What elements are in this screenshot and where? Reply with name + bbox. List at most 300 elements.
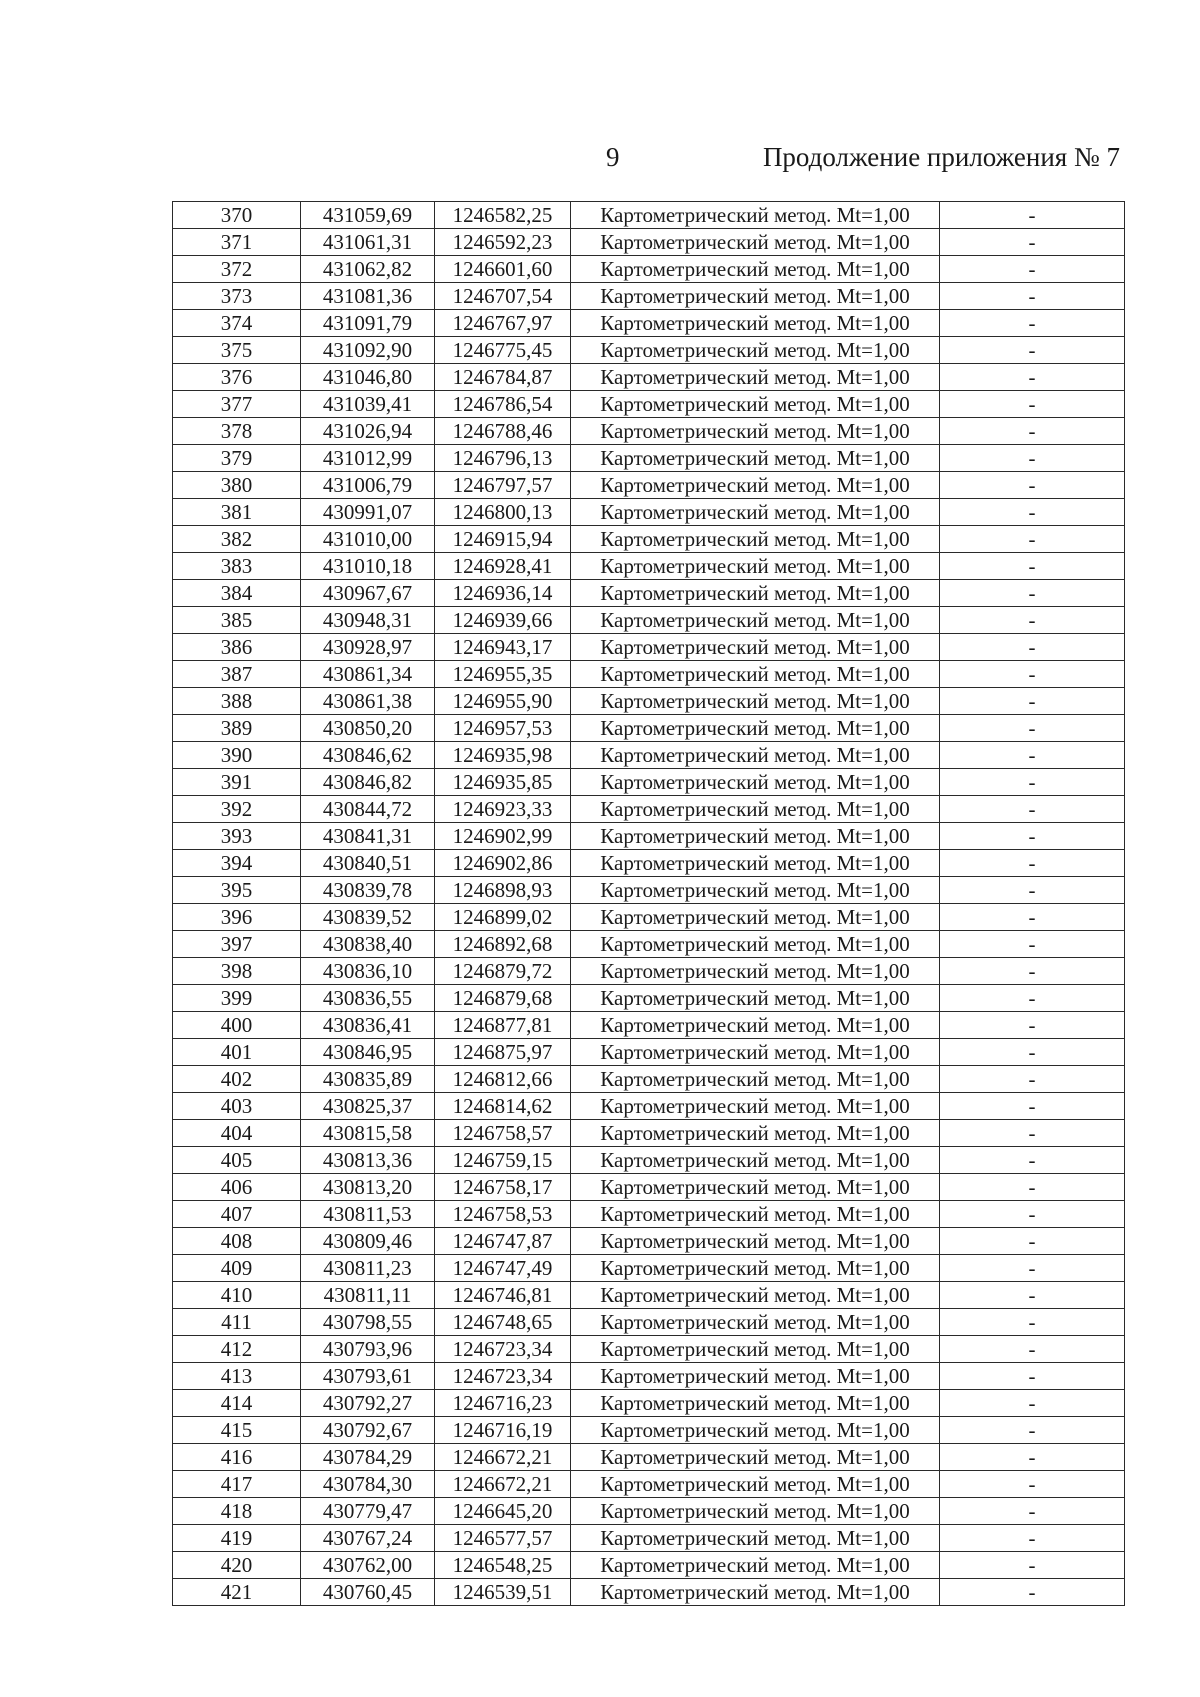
- method-cell: Картометрический метод. Mt=1,00: [571, 985, 940, 1012]
- note-cell: -: [940, 499, 1125, 526]
- note-cell: -: [940, 1255, 1125, 1282]
- method-cell: Картометрический метод. Mt=1,00: [571, 1147, 940, 1174]
- note-cell: -: [940, 904, 1125, 931]
- point-number-cell: 381: [173, 499, 301, 526]
- method-cell: Картометрический метод. Mt=1,00: [571, 1363, 940, 1390]
- method-cell: Картометрический метод. Mt=1,00: [571, 715, 940, 742]
- method-cell: Картометрический метод. Mt=1,00: [571, 283, 940, 310]
- page-header: [0, 142, 1200, 178]
- point-number-cell: 380: [173, 472, 301, 499]
- table-row: [173, 1471, 1125, 1498]
- coordinate-x-cell: 431091,79: [301, 310, 435, 337]
- coordinate-x-cell: 430760,45: [301, 1579, 435, 1606]
- point-number-cell: 412: [173, 1336, 301, 1363]
- method-cell: Картометрический метод. Mt=1,00: [571, 364, 940, 391]
- coordinate-x-cell: 431081,36: [301, 283, 435, 310]
- point-number-cell: 396: [173, 904, 301, 931]
- page-number: 9: [606, 142, 620, 172]
- coordinate-y-cell: 1246935,85: [435, 769, 571, 796]
- method-cell: Картометрический метод. Mt=1,00: [571, 1579, 940, 1606]
- point-number-cell: 413: [173, 1363, 301, 1390]
- method-cell: Картометрический метод. Mt=1,00: [571, 931, 940, 958]
- coordinate-x-cell: 430928,97: [301, 634, 435, 661]
- table-row: [173, 1120, 1125, 1147]
- method-cell: Картометрический метод. Mt=1,00: [571, 310, 940, 337]
- point-number-cell: 402: [173, 1066, 301, 1093]
- point-number-cell: 377: [173, 391, 301, 418]
- point-number-cell: 400: [173, 1012, 301, 1039]
- table-row: [173, 364, 1125, 391]
- coordinate-x-cell: 430793,61: [301, 1363, 435, 1390]
- note-cell: -: [940, 742, 1125, 769]
- coordinate-y-cell: 1246898,93: [435, 877, 571, 904]
- coordinate-x-cell: 431026,94: [301, 418, 435, 445]
- coordinate-y-cell: 1246775,45: [435, 337, 571, 364]
- table-row: [173, 1552, 1125, 1579]
- note-cell: -: [940, 580, 1125, 607]
- note-cell: -: [940, 1012, 1125, 1039]
- coordinate-x-cell: 430948,31: [301, 607, 435, 634]
- note-cell: -: [940, 985, 1125, 1012]
- coordinate-x-cell: 430844,72: [301, 796, 435, 823]
- point-number-cell: 414: [173, 1390, 301, 1417]
- note-cell: -: [940, 1525, 1125, 1552]
- table-row: [173, 391, 1125, 418]
- coordinate-x-cell: 430846,82: [301, 769, 435, 796]
- point-number-cell: 383: [173, 553, 301, 580]
- coordinate-x-cell: 430850,20: [301, 715, 435, 742]
- coordinate-y-cell: 1246548,25: [435, 1552, 571, 1579]
- method-cell: Картометрический метод. Mt=1,00: [571, 1498, 940, 1525]
- coordinate-x-cell: 430846,62: [301, 742, 435, 769]
- table-row: [173, 1174, 1125, 1201]
- coordinate-y-cell: 1246796,13: [435, 445, 571, 472]
- table-row: [173, 1417, 1125, 1444]
- coordinate-x-cell: 431062,82: [301, 256, 435, 283]
- point-number-cell: 417: [173, 1471, 301, 1498]
- note-cell: -: [940, 796, 1125, 823]
- note-cell: -: [940, 526, 1125, 553]
- coordinate-x-cell: 431010,18: [301, 553, 435, 580]
- method-cell: Картометрический метод. Mt=1,00: [571, 418, 940, 445]
- method-cell: Картометрический метод. Mt=1,00: [571, 904, 940, 931]
- coordinate-x-cell: 430792,27: [301, 1390, 435, 1417]
- table-row: [173, 958, 1125, 985]
- point-number-cell: 418: [173, 1498, 301, 1525]
- coordinate-x-cell: 430967,67: [301, 580, 435, 607]
- coordinate-y-cell: 1246955,90: [435, 688, 571, 715]
- method-cell: Картометрический метод. Mt=1,00: [571, 1174, 940, 1201]
- method-cell: Картометрический метод. Mt=1,00: [571, 1201, 940, 1228]
- method-cell: Картометрический метод. Mt=1,00: [571, 391, 940, 418]
- coordinate-x-cell: 430811,23: [301, 1255, 435, 1282]
- method-cell: Картометрический метод. Mt=1,00: [571, 1120, 940, 1147]
- note-cell: -: [940, 1147, 1125, 1174]
- point-number-cell: 384: [173, 580, 301, 607]
- method-cell: Картометрический метод. Mt=1,00: [571, 1039, 940, 1066]
- note-cell: -: [940, 202, 1125, 229]
- method-cell: Картометрический метод. Mt=1,00: [571, 1012, 940, 1039]
- table-row: [173, 877, 1125, 904]
- coordinate-y-cell: 1246875,97: [435, 1039, 571, 1066]
- coordinate-x-cell: 430838,40: [301, 931, 435, 958]
- coordinate-x-cell: 430991,07: [301, 499, 435, 526]
- table-row: [173, 796, 1125, 823]
- coordinate-y-cell: 1246759,15: [435, 1147, 571, 1174]
- method-cell: Картометрический метод. Mt=1,00: [571, 499, 940, 526]
- method-cell: Картометрический метод. Mt=1,00: [571, 1417, 940, 1444]
- point-number-cell: 407: [173, 1201, 301, 1228]
- method-cell: Картометрический метод. Mt=1,00: [571, 256, 940, 283]
- note-cell: -: [940, 283, 1125, 310]
- coordinate-y-cell: 1246814,62: [435, 1093, 571, 1120]
- coordinate-x-cell: 430861,38: [301, 688, 435, 715]
- method-cell: Картометрический метод. Mt=1,00: [571, 202, 940, 229]
- coordinate-x-cell: 430792,67: [301, 1417, 435, 1444]
- note-cell: -: [940, 1336, 1125, 1363]
- point-number-cell: 409: [173, 1255, 301, 1282]
- table-row: [173, 256, 1125, 283]
- method-cell: Картометрический метод. Mt=1,00: [571, 1228, 940, 1255]
- table-row: [173, 445, 1125, 472]
- coordinate-x-cell: 430809,46: [301, 1228, 435, 1255]
- note-cell: -: [940, 1444, 1125, 1471]
- note-cell: -: [940, 472, 1125, 499]
- point-number-cell: 394: [173, 850, 301, 877]
- method-cell: Картометрический метод. Mt=1,00: [571, 445, 940, 472]
- point-number-cell: 393: [173, 823, 301, 850]
- note-cell: -: [940, 1363, 1125, 1390]
- note-cell: -: [940, 850, 1125, 877]
- coordinate-x-cell: 430767,24: [301, 1525, 435, 1552]
- method-cell: Картометрический метод. Mt=1,00: [571, 1255, 940, 1282]
- coordinate-y-cell: 1246601,60: [435, 256, 571, 283]
- coordinate-y-cell: 1246645,20: [435, 1498, 571, 1525]
- table-row: [173, 229, 1125, 256]
- point-number-cell: 395: [173, 877, 301, 904]
- coordinate-y-cell: 1246936,14: [435, 580, 571, 607]
- point-number-cell: 371: [173, 229, 301, 256]
- table-row: [173, 1039, 1125, 1066]
- coordinate-y-cell: 1246748,65: [435, 1309, 571, 1336]
- note-cell: -: [940, 310, 1125, 337]
- table-row: [173, 1012, 1125, 1039]
- coordinate-x-cell: 430839,78: [301, 877, 435, 904]
- coordinate-x-cell: 430813,36: [301, 1147, 435, 1174]
- point-number-cell: 392: [173, 796, 301, 823]
- coordinate-x-cell: 430784,30: [301, 1471, 435, 1498]
- table-row: [173, 688, 1125, 715]
- note-cell: -: [940, 715, 1125, 742]
- point-number-cell: 375: [173, 337, 301, 364]
- table-row: [173, 1147, 1125, 1174]
- coordinate-y-cell: 1246879,68: [435, 985, 571, 1012]
- coordinate-x-cell: 431006,79: [301, 472, 435, 499]
- coordinate-y-cell: 1246892,68: [435, 931, 571, 958]
- coordinate-y-cell: 1246955,35: [435, 661, 571, 688]
- table-row: [173, 715, 1125, 742]
- coordinate-y-cell: 1246788,46: [435, 418, 571, 445]
- table-row: [173, 607, 1125, 634]
- note-cell: -: [940, 1093, 1125, 1120]
- coordinate-y-cell: 1246786,54: [435, 391, 571, 418]
- note-cell: -: [940, 877, 1125, 904]
- note-cell: -: [940, 769, 1125, 796]
- table-row: [173, 499, 1125, 526]
- point-number-cell: 382: [173, 526, 301, 553]
- table-row: [173, 418, 1125, 445]
- point-number-cell: 374: [173, 310, 301, 337]
- point-number-cell: 387: [173, 661, 301, 688]
- method-cell: Картометрический метод. Mt=1,00: [571, 661, 940, 688]
- point-number-cell: 389: [173, 715, 301, 742]
- table-row: [173, 904, 1125, 931]
- coordinate-y-cell: 1246899,02: [435, 904, 571, 931]
- coordinate-x-cell: 430762,00: [301, 1552, 435, 1579]
- point-number-cell: 406: [173, 1174, 301, 1201]
- note-cell: -: [940, 1174, 1125, 1201]
- note-cell: -: [940, 418, 1125, 445]
- coordinate-y-cell: 1246797,57: [435, 472, 571, 499]
- table-row: [173, 1579, 1125, 1606]
- point-number-cell: 399: [173, 985, 301, 1012]
- table-row: [173, 1093, 1125, 1120]
- coordinate-x-cell: 431010,00: [301, 526, 435, 553]
- method-cell: Картометрический метод. Mt=1,00: [571, 769, 940, 796]
- point-number-cell: 378: [173, 418, 301, 445]
- note-cell: -: [940, 337, 1125, 364]
- note-cell: -: [940, 1552, 1125, 1579]
- coordinate-y-cell: 1246758,17: [435, 1174, 571, 1201]
- table-row: [173, 1336, 1125, 1363]
- coordinate-x-cell: 431046,80: [301, 364, 435, 391]
- coordinate-x-cell: 430839,52: [301, 904, 435, 931]
- coordinates-table: [172, 201, 1125, 1606]
- table-row: [173, 202, 1125, 229]
- point-number-cell: 388: [173, 688, 301, 715]
- method-cell: Картометрический метод. Mt=1,00: [571, 1390, 940, 1417]
- appendix-continuation-title: Продолжение приложения № 7: [762, 142, 1120, 172]
- point-number-cell: 403: [173, 1093, 301, 1120]
- note-cell: -: [940, 1390, 1125, 1417]
- method-cell: Картометрический метод. Mt=1,00: [571, 580, 940, 607]
- note-cell: -: [940, 931, 1125, 958]
- point-number-cell: 390: [173, 742, 301, 769]
- coordinate-y-cell: 1246716,19: [435, 1417, 571, 1444]
- point-number-cell: 376: [173, 364, 301, 391]
- point-number-cell: 373: [173, 283, 301, 310]
- coordinate-x-cell: 431039,41: [301, 391, 435, 418]
- coordinate-y-cell: 1246879,72: [435, 958, 571, 985]
- method-cell: Картометрический метод. Mt=1,00: [571, 1444, 940, 1471]
- coordinate-x-cell: 430840,51: [301, 850, 435, 877]
- note-cell: -: [940, 445, 1125, 472]
- table-row: [173, 472, 1125, 499]
- table-row: [173, 310, 1125, 337]
- coordinate-x-cell: 430825,37: [301, 1093, 435, 1120]
- note-cell: -: [940, 958, 1125, 985]
- coordinate-y-cell: 1246758,57: [435, 1120, 571, 1147]
- coordinate-y-cell: 1246723,34: [435, 1336, 571, 1363]
- note-cell: -: [940, 364, 1125, 391]
- table-row: [173, 1363, 1125, 1390]
- point-number-cell: 397: [173, 931, 301, 958]
- table-row: [173, 634, 1125, 661]
- coordinate-x-cell: 430836,41: [301, 1012, 435, 1039]
- coordinate-x-cell: 430835,89: [301, 1066, 435, 1093]
- note-cell: -: [940, 1417, 1125, 1444]
- table-row: [173, 553, 1125, 580]
- coordinate-y-cell: 1246747,87: [435, 1228, 571, 1255]
- table-row: [173, 1255, 1125, 1282]
- point-number-cell: 420: [173, 1552, 301, 1579]
- note-cell: -: [940, 607, 1125, 634]
- coordinate-y-cell: 1246672,21: [435, 1444, 571, 1471]
- method-cell: Картометрический метод. Mt=1,00: [571, 958, 940, 985]
- coordinate-y-cell: 1246716,23: [435, 1390, 571, 1417]
- coordinate-y-cell: 1246767,97: [435, 310, 571, 337]
- coordinate-x-cell: 430798,55: [301, 1309, 435, 1336]
- method-cell: Картометрический метод. Mt=1,00: [571, 607, 940, 634]
- method-cell: Картометрический метод. Mt=1,00: [571, 634, 940, 661]
- coordinate-y-cell: 1246577,57: [435, 1525, 571, 1552]
- coordinate-x-cell: 430815,58: [301, 1120, 435, 1147]
- note-cell: -: [940, 256, 1125, 283]
- coordinate-y-cell: 1246928,41: [435, 553, 571, 580]
- note-cell: -: [940, 661, 1125, 688]
- point-number-cell: 419: [173, 1525, 301, 1552]
- coordinate-y-cell: 1246902,99: [435, 823, 571, 850]
- method-cell: Картометрический метод. Mt=1,00: [571, 742, 940, 769]
- note-cell: -: [940, 1309, 1125, 1336]
- coordinate-x-cell: 431092,90: [301, 337, 435, 364]
- coordinate-y-cell: 1246915,94: [435, 526, 571, 553]
- point-number-cell: 398: [173, 958, 301, 985]
- coordinate-y-cell: 1246943,17: [435, 634, 571, 661]
- table-row: [173, 769, 1125, 796]
- table-row: [173, 823, 1125, 850]
- method-cell: Картометрический метод. Mt=1,00: [571, 553, 940, 580]
- table-row: [173, 931, 1125, 958]
- coordinate-x-cell: 430811,53: [301, 1201, 435, 1228]
- note-cell: -: [940, 553, 1125, 580]
- note-cell: -: [940, 823, 1125, 850]
- method-cell: Картометрический метод. Mt=1,00: [571, 1552, 940, 1579]
- table-row: [173, 580, 1125, 607]
- coordinate-y-cell: 1246812,66: [435, 1066, 571, 1093]
- method-cell: Картометрический метод. Mt=1,00: [571, 1309, 940, 1336]
- coordinate-x-cell: 431059,69: [301, 202, 435, 229]
- table-row: [173, 1444, 1125, 1471]
- note-cell: -: [940, 1201, 1125, 1228]
- table-row: [173, 1282, 1125, 1309]
- coordinate-x-cell: 430811,11: [301, 1282, 435, 1309]
- point-number-cell: 410: [173, 1282, 301, 1309]
- note-cell: -: [940, 229, 1125, 256]
- coordinate-x-cell: 431012,99: [301, 445, 435, 472]
- coordinate-y-cell: 1246746,81: [435, 1282, 571, 1309]
- coordinate-x-cell: 430846,95: [301, 1039, 435, 1066]
- point-number-cell: 379: [173, 445, 301, 472]
- coordinate-x-cell: 430779,47: [301, 1498, 435, 1525]
- method-cell: Картометрический метод. Mt=1,00: [571, 1093, 940, 1120]
- note-cell: -: [940, 1039, 1125, 1066]
- coordinate-y-cell: 1246935,98: [435, 742, 571, 769]
- coordinate-y-cell: 1246723,34: [435, 1363, 571, 1390]
- coordinate-y-cell: 1246592,23: [435, 229, 571, 256]
- point-number-cell: 401: [173, 1039, 301, 1066]
- table-row: [173, 661, 1125, 688]
- point-number-cell: 370: [173, 202, 301, 229]
- coordinate-y-cell: 1246784,87: [435, 364, 571, 391]
- table-row: [173, 1309, 1125, 1336]
- coordinate-x-cell: 430836,55: [301, 985, 435, 1012]
- method-cell: Картометрический метод. Mt=1,00: [571, 688, 940, 715]
- point-number-cell: 408: [173, 1228, 301, 1255]
- table-row: [173, 1066, 1125, 1093]
- coordinate-y-cell: 1246582,25: [435, 202, 571, 229]
- table-row: [173, 1498, 1125, 1525]
- point-number-cell: 386: [173, 634, 301, 661]
- coordinate-y-cell: 1246902,86: [435, 850, 571, 877]
- method-cell: Картометрический метод. Mt=1,00: [571, 877, 940, 904]
- point-number-cell: 405: [173, 1147, 301, 1174]
- table-row: [173, 526, 1125, 553]
- coordinates-table-body: [173, 202, 1125, 1606]
- table-row: [173, 1201, 1125, 1228]
- method-cell: Картометрический метод. Mt=1,00: [571, 337, 940, 364]
- point-number-cell: 411: [173, 1309, 301, 1336]
- method-cell: Картометрический метод. Mt=1,00: [571, 1525, 940, 1552]
- method-cell: Картометрический метод. Mt=1,00: [571, 1282, 940, 1309]
- point-number-cell: 404: [173, 1120, 301, 1147]
- method-cell: Картометрический метод. Mt=1,00: [571, 823, 940, 850]
- coordinate-y-cell: 1246707,54: [435, 283, 571, 310]
- table-row: [173, 283, 1125, 310]
- coordinate-y-cell: 1246672,21: [435, 1471, 571, 1498]
- coordinate-y-cell: 1246747,49: [435, 1255, 571, 1282]
- table-row: [173, 337, 1125, 364]
- note-cell: -: [940, 1498, 1125, 1525]
- note-cell: -: [940, 1282, 1125, 1309]
- note-cell: -: [940, 688, 1125, 715]
- table-row: [173, 1390, 1125, 1417]
- note-cell: -: [940, 1579, 1125, 1606]
- method-cell: Картометрический метод. Mt=1,00: [571, 850, 940, 877]
- table-row: [173, 1525, 1125, 1552]
- method-cell: Картометрический метод. Mt=1,00: [571, 796, 940, 823]
- method-cell: Картометрический метод. Mt=1,00: [571, 229, 940, 256]
- method-cell: Картометрический метод. Mt=1,00: [571, 1336, 940, 1363]
- table-row: [173, 742, 1125, 769]
- coordinate-x-cell: 430793,96: [301, 1336, 435, 1363]
- coordinate-y-cell: 1246877,81: [435, 1012, 571, 1039]
- point-number-cell: 421: [173, 1579, 301, 1606]
- coordinate-x-cell: 430813,20: [301, 1174, 435, 1201]
- method-cell: Картометрический метод. Mt=1,00: [571, 526, 940, 553]
- note-cell: -: [940, 634, 1125, 661]
- coordinate-y-cell: 1246800,13: [435, 499, 571, 526]
- point-number-cell: 415: [173, 1417, 301, 1444]
- coordinate-x-cell: 430861,34: [301, 661, 435, 688]
- coordinate-x-cell: 430841,31: [301, 823, 435, 850]
- coordinate-y-cell: 1246939,66: [435, 607, 571, 634]
- coordinate-y-cell: 1246923,33: [435, 796, 571, 823]
- note-cell: -: [940, 1228, 1125, 1255]
- coordinate-y-cell: 1246957,53: [435, 715, 571, 742]
- point-number-cell: 416: [173, 1444, 301, 1471]
- method-cell: Картометрический метод. Mt=1,00: [571, 472, 940, 499]
